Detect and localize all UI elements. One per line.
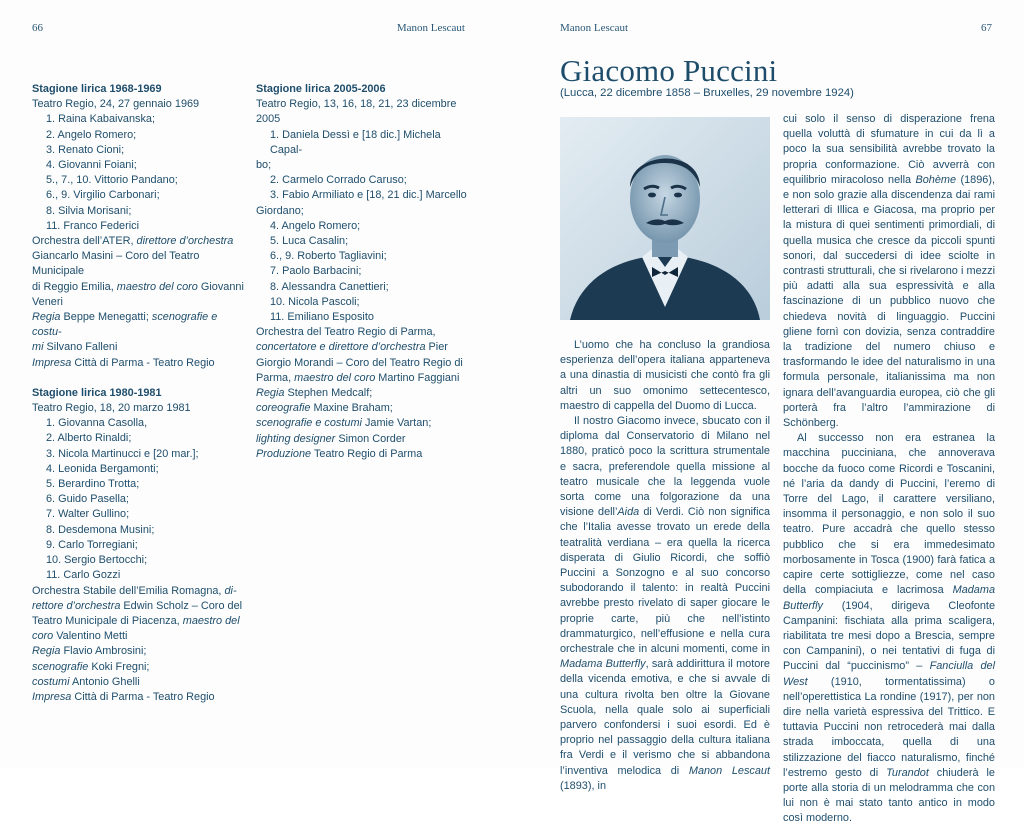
cast-item: 5. Berardino Trotta; <box>46 478 140 491</box>
cast-list-1968 <box>32 112 244 234</box>
cast-item: 4. Giovanni Foiani; <box>46 159 137 172</box>
cast-item: 6. Guido Pasella; <box>46 493 129 506</box>
cast-item: 1. Daniela Dessì e [18 dic.] Michela Capal- <box>270 128 441 156</box>
right-page <box>512 0 1024 825</box>
bio-paragraph: Al successo non era estranea la macchina pucciniana, che annoverava bocche da fuoco come Ricordi e Toscanini, né l’aria da dandy di Puccini, l’eremo di Torre del Lago, il carattere versiliano, insomma il personaggio, e non solo il suo teatro. Pure accadrà che quello stesso pubblico che si era immedesimato morbosamente in Tosca (1900) farà fatica a capire certe sottigliezze, come nel caso della compiaciuta e lacrimosa Madama Butterfly (1904, dirigeva Cleofonte Campanini: fischiata alla prima scaligera, riabilitata tre mesi dopo a Brescia, sempre con Campanini), o nei tentativi di fuga di Puccini dal “puccinismo” – Fanciulla del West (1910, tormentatissima) o nell’operettistica La rondine (1917), per non dire nella varietà espressiva del Trittico. E tuttavia Puccini non retrocederà mai dalla strada imboccata, quella di una stilizzazione del fiacco naturalismo, finché l’estremo gesto di Turandot chiuderà le porte alla storia di un melodramma che con lui non è mai stato tanto antico in modo così moderno. <box>783 432 995 825</box>
cast-item: 4. Angelo Romero; <box>270 219 361 232</box>
page-number-right: 67 <box>981 22 992 34</box>
credit-line: Parma, maestro del coro Martino Faggiani <box>256 371 460 384</box>
running-head-left: Manon Lescaut <box>396 22 465 34</box>
credit-line: Giancarlo Masini – Coro del Teatro Municipale <box>32 250 200 278</box>
season-venue-1980: Teatro Regio, 18, 20 marzo 1981 <box>32 402 191 415</box>
credit-line: concertatore e direttore d’orchestra Pier <box>256 341 448 354</box>
credit-line: Veneri <box>32 295 63 308</box>
credit-line: scenografie e costumi Jamie Vartan; <box>256 417 432 430</box>
credit-line: coro Valentino Metti <box>32 630 128 643</box>
page-number-left: 66 <box>32 22 43 34</box>
credit-line: mi Silvano Falleni <box>32 341 118 354</box>
cast-item: 8. Desdemona Musini; <box>46 523 155 536</box>
cast-item: 2. Carmelo Corrado Caruso; <box>270 174 407 187</box>
credit-line: Regia Beppe Menegatti; scenografie e costu- <box>32 311 218 339</box>
credit-line: Teatro Municipale di Piacenza, maestro del <box>32 614 240 627</box>
cast-item: 10. Nicola Pascoli; <box>270 295 360 308</box>
cast-item: 7. Paolo Barbacini; <box>270 265 362 278</box>
credit-line: Produzione Teatro Regio di Parma <box>256 447 423 460</box>
season-venue-1968: Teatro Regio, 24, 27 gennaio 1969 <box>32 98 200 111</box>
credit-line: rettore d’orchestra Edwin Scholz – Coro del <box>32 599 243 612</box>
cast-item: 6., 9. Virgilio Carbonari; <box>46 189 160 202</box>
cast-item: 11. Emiliano Esposito <box>270 311 374 324</box>
cast-item: 6., 9. Roberto Tagliavini; <box>270 250 387 263</box>
cast-item: 1. Raina Kabaivanska; <box>46 113 155 126</box>
credit-line: di Reggio Emilia, maestro del coro Giovanni <box>32 280 244 293</box>
bio-paragraph: Il nostro Giacomo invece, sbucato con il diploma dal Conservatorio di Milano nel 1880, praticò poco la scrittura strumentale e sacra, preferendole quella missione al teatro musicale che la leggenda vuole sorta come una folgorazione da una visione dell’Aida di Verdi. Ciò non significa che l’Italia avesse trovato un erede della teatralità verdiana – era quella la ricerca disperata di Giulio Ricordi, che soffiò Puccini a Sonzogno e al suo concorso subodorando il talento: in realtà Puccini avrebbe presto rivelato di saper giocare le proprie carte, più che nell’istinto drammaturgico, nell’effusione e nella cura orchestrale che in alcuni momenti, come in Madama Butterfly, sarà addirittura il motore della vicenda emotiva, e che si avvale di una cultura rivolta ben oltre la Giovane Scuola, nella quale solo ai superficiali parvero confondersi i suoi esordi. Ed è proprio nel passaggio della cultura italiana fra Verdi e il verismo che si abbandona l’inventiva melodica di Manon Lescaut (1893), in <box>560 415 770 792</box>
puccini-portrait <box>560 117 770 320</box>
cast-item-continued: Giordano; <box>256 204 304 217</box>
bio-paragraph: L’uomo che ha concluso la grandiosa esperienza dell’opera italiana apparteneva a una dinastia di musicisti che contò fra gli altri un suo omonimo settecentesco, maestro di cappella del Duomo di Lucca. <box>560 339 770 412</box>
cast-item: 1. Giovanna Casolla, <box>46 417 148 430</box>
credit-line: scenografie Koki Fregni; <box>32 660 150 673</box>
cast-item-continued: bo; <box>256 159 272 172</box>
credit-line: Impresa Città di Parma - Teatro Regio <box>32 356 215 369</box>
cast-item: 2. Alberto Rinaldi; <box>46 432 132 445</box>
credit-line: Regia Stephen Medcalf; <box>256 387 373 400</box>
cast-item: 3. Renato Cioni; <box>46 143 125 156</box>
credits-column-1 <box>32 82 244 705</box>
bio-column-1 <box>560 338 770 794</box>
credit-line: Orchestra Stabile dell’Emilia Romagna, di- <box>32 584 237 597</box>
credit-line: Regia Flavio Ambrosini; <box>32 645 147 658</box>
page-subtitle: (Lucca, 22 dicembre 1858 – Bruxelles, 29 novembre 1924) <box>560 87 854 99</box>
season-title-1980: Stagione lirica 1980-1981 <box>32 386 162 399</box>
cast-item: 11. Franco Federici <box>46 219 140 232</box>
cast-item: 5., 7., 10. Vittorio Pandano; <box>46 174 178 187</box>
cast-item: 4. Leonida Bergamonti; <box>46 462 159 475</box>
left-page <box>0 0 512 768</box>
running-head-right: Manon Lescaut <box>560 22 629 34</box>
page-title: Giacomo Puccini <box>560 53 778 88</box>
credit-line: Impresa Città di Parma - Teatro Regio <box>32 690 215 703</box>
season-title-1968: Stagione lirica 1968-1969 <box>32 83 162 95</box>
credit-line: Orchestra dell’ATER, direttore d’orchestra <box>32 235 234 248</box>
cast-item: 10. Sergio Bertocchi; <box>46 554 148 567</box>
credit-line: Giorgio Morandi – Coro del Teatro Regio di <box>256 356 463 369</box>
credits-column-2 <box>256 82 472 462</box>
cast-item: 8. Silvia Morisani; <box>46 204 132 217</box>
season-title-2005: Stagione lirica 2005-2006 <box>256 83 386 95</box>
bio-paragraph: cui solo il senso di disperazione frena quella voluttà di sfumature in cui da lì a poco la sua sensibilità avrebbe trovato la propria conformazione. Ciò avverrà con equilibrio miracoloso nella Bohème (1896), e non solo grazie alla discendenza dai rami letterari di Illica e Giacosa, ma proprio per la mistura di quei sentimenti primordiali, di quella musica che cresce da piccoli spunti sonori, dal succedersi di idee sciolte in contrasti strutturali, che si rivelarono i mezzi più adatti alla sua espressività e alla fascinazione di un pubblico nuovo che chiedeva novità di linguaggio. Puccini gliene fornì con dovizia, senza contraddire la tradizione del numero chiuso e trasformando le idee del naturalismo in una formula personale, italianissima ma non ignara dell’avanguardia europea, ciò che gli porterà fra l’altro l’ammirazione di Schönberg. <box>783 113 995 430</box>
cast-item: 8. Alessandra Canettieri; <box>270 280 389 293</box>
credit-line: costumi Antonio Ghelli <box>32 675 140 688</box>
credit-line: coreografie Maxine Braham; <box>256 402 393 415</box>
credit-line: lighting designer Simon Corder <box>256 432 406 445</box>
cast-list-2005 <box>256 219 472 325</box>
cast-item: 11. Carlo Gozzi <box>46 569 121 582</box>
portrait-image <box>560 117 770 320</box>
cast-item: 3. Fabio Armiliato e [18, 21 dic.] Marcello <box>270 189 467 202</box>
cast-item: 2. Angelo Romero; <box>46 128 137 141</box>
cast-item: 7. Walter Gullino; <box>46 508 130 521</box>
cast-list-1980 <box>32 416 244 583</box>
cast-item: 3. Nicola Martinucci e [20 mar.]; <box>46 447 199 460</box>
credit-line: Orchestra del Teatro Regio di Parma, <box>256 326 436 339</box>
cast-item: 5. Luca Casalin; <box>270 235 349 248</box>
bio-column-2 <box>783 112 995 827</box>
cast-item: 9. Carlo Torregiani; <box>46 538 138 551</box>
season-venue-2005: Teatro Regio, 13, 16, 18, 21, 23 dicembre 2005 <box>256 98 457 126</box>
